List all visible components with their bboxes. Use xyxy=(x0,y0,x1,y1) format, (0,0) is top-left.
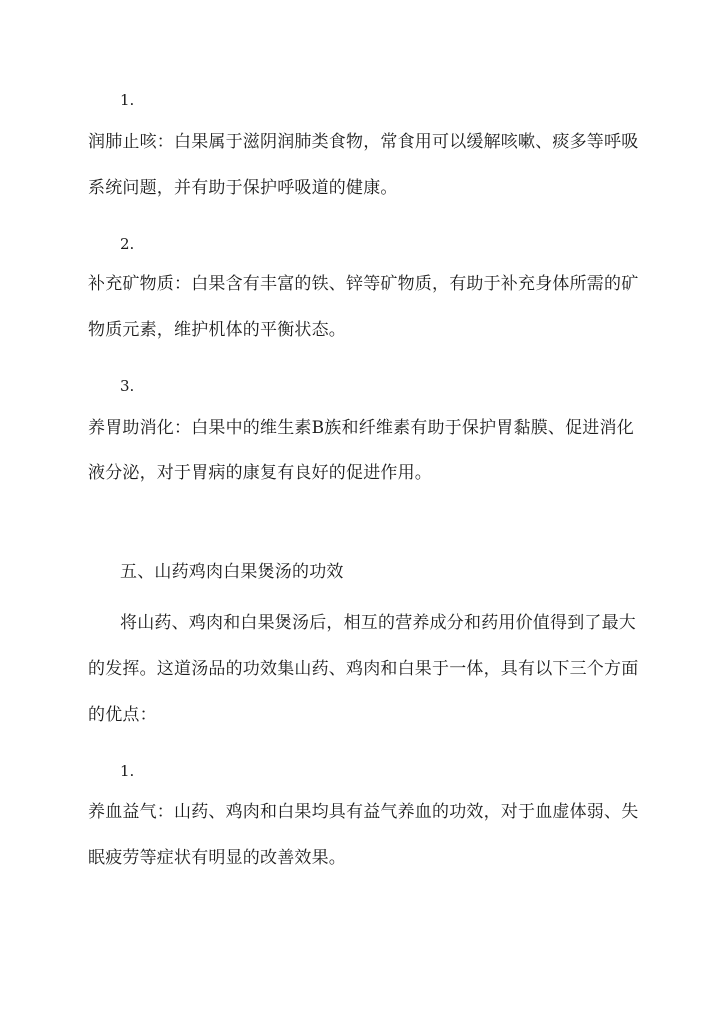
text-line: 养胃助消化：白果中的维生素B族和纤维素有助于保护胃黏膜、促进消化 xyxy=(88,418,634,438)
text-line: 润肺止咳：白果属于滋阴润肺类食物，常食用可以缓解咳嗽、痰多等呼吸 xyxy=(88,132,639,152)
list-number: 3. xyxy=(120,377,135,395)
text-line: 物质元素，维护机体的平衡状态。 xyxy=(88,320,346,340)
text-line: 眠疲劳等症状有明显的改善效果。 xyxy=(88,848,346,868)
paragraph-line: 的发挥。这道汤品的功效集山药、鸡肉和白果于一体，具有以下三个方面 xyxy=(88,659,639,679)
list-number: 1. xyxy=(120,91,135,109)
list-number: 2. xyxy=(120,235,135,253)
section-heading: 五、山药鸡肉白果煲汤的功效 xyxy=(120,562,344,582)
text-line: 液分泌，对于胃病的康复有良好的促进作用。 xyxy=(88,463,432,483)
text-line: 养血益气：山药、鸡肉和白果均具有益气养血的功效，对于血虚体弱、失 xyxy=(88,802,639,822)
paragraph-line: 的优点： xyxy=(88,705,157,725)
text-line: 系统问题，并有助于保护呼吸道的健康。 xyxy=(88,178,398,198)
list-number: 1. xyxy=(120,762,135,780)
text-line: 补充矿物质：白果含有丰富的铁、锌等矿物质，有助于补充身体所需的矿 xyxy=(88,274,639,294)
paragraph-line: 将山药、鸡肉和白果煲汤后，相互的营养成分和药用价值得到了最大 xyxy=(120,613,636,633)
